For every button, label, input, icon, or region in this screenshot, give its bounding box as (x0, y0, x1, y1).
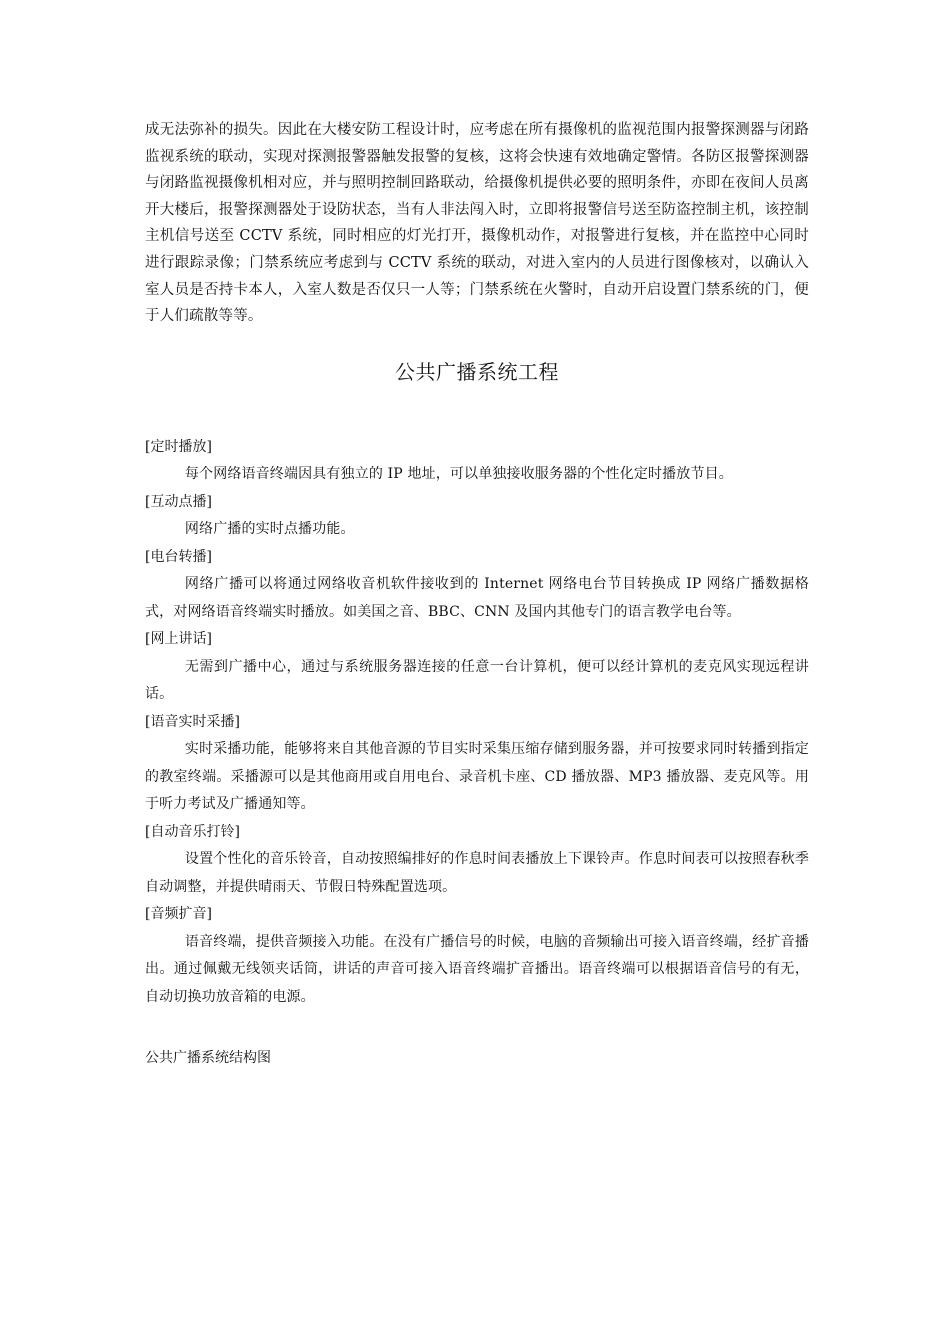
diagram-caption: 公共广播系统结构图 (145, 1050, 271, 1067)
feature-heading: [语音实时采播] (145, 713, 240, 730)
feature-description: 实时采播功能，能够将来自其他音源的节目实时采集压缩存储到服务器，并可按要求同时转播到指定的教室终端。采播源可以是其他商用或自用电台、录音机卡座、CD 播放器、MP3 播放器、麦克风等。用于听力考试及广播通知等。 (145, 741, 809, 813)
feature-description: 语音终端，提供音频接入功能。在没有广播信号的时候，电脑的音频输出可接入语音终端，经扩音播出。通过佩戴无线领夹话筒，讲话的声音可接入语音终端扩音播出。语音终端可以根据语音信号的有无，自动切换功放音箱的电源。 (145, 933, 809, 1005)
feature-list (145, 434, 809, 1012)
diagram-placeholder (145, 1088, 809, 1288)
feature-heading: [音频扩音] (145, 906, 212, 923)
feature-heading: [定时播放] (145, 438, 212, 455)
section-title: 公共广播系统工程 (395, 359, 559, 384)
feature-description: 网络广播的实时点播功能。 (184, 521, 355, 538)
feature-heading: [互动点播] (145, 493, 212, 510)
feature-description: 每个网络语音终端因具有独立的 IP 地址，可以单独接收服务器的个性化定时播放节目。 (184, 466, 733, 483)
feature-heading: [自动音乐打铃] (145, 823, 240, 840)
feature-heading: [网上讲话] (145, 631, 212, 648)
feature-heading: [电台转播] (145, 548, 212, 565)
feature-description: 无需到广播中心，通过与系统服务器连接的任意一台计算机，便可以经计算机的麦克风实现远程讲话。 (145, 658, 809, 703)
feature-description: 设置个性化的音乐铃音，自动按照编排好的作息时间表播放上下课铃声。作息时间表可以按照春秋季自动调整，并提供晴雨天、节假日特殊配置选项。 (145, 851, 809, 895)
feature-description: 网络广播可以将通过网络收音机软件接收到的 Internet 网络电台节目转换成 IP 网络广播数据格式，对网络语音终端实时播放。如美国之音、BBC、CNN 及国内其他专门的语言教学电台等。 (145, 576, 809, 620)
intro-paragraph: 成无法弥补的损失。因此在大楼安防工程设计时，应考虑在所有摄像机的监视范围内报警探测器与闭路监视系统的联动，实现对探测报警器触发报警的复核，这将会快速有效地确定警情。各防区报警探测器与闭路监视摄像机相对应，并与照明控制回路联动，给摄像机提供必要的照明条件，亦即在夜间人员离开大楼后，报警探测器处于设防状态，当有人非法闯入时，立即将报警信号送至防盗控制主机，该控制主机信号送至 CCTV 系统，同时相应的灯光打开，摄像机动作，对报警进行复核，并在监控中心同时进行跟踪录像；门禁系统应考虑到与 CCTV 系统的联动，对进入室内的人员进行图像核对，以确认入室人员是否持卡本人，入室人数是否仅只一人等；门禁系统在火警时，自动开启设置门禁系统的门，便于人们疏散等等。 (145, 122, 809, 325)
page-content (145, 117, 809, 1288)
